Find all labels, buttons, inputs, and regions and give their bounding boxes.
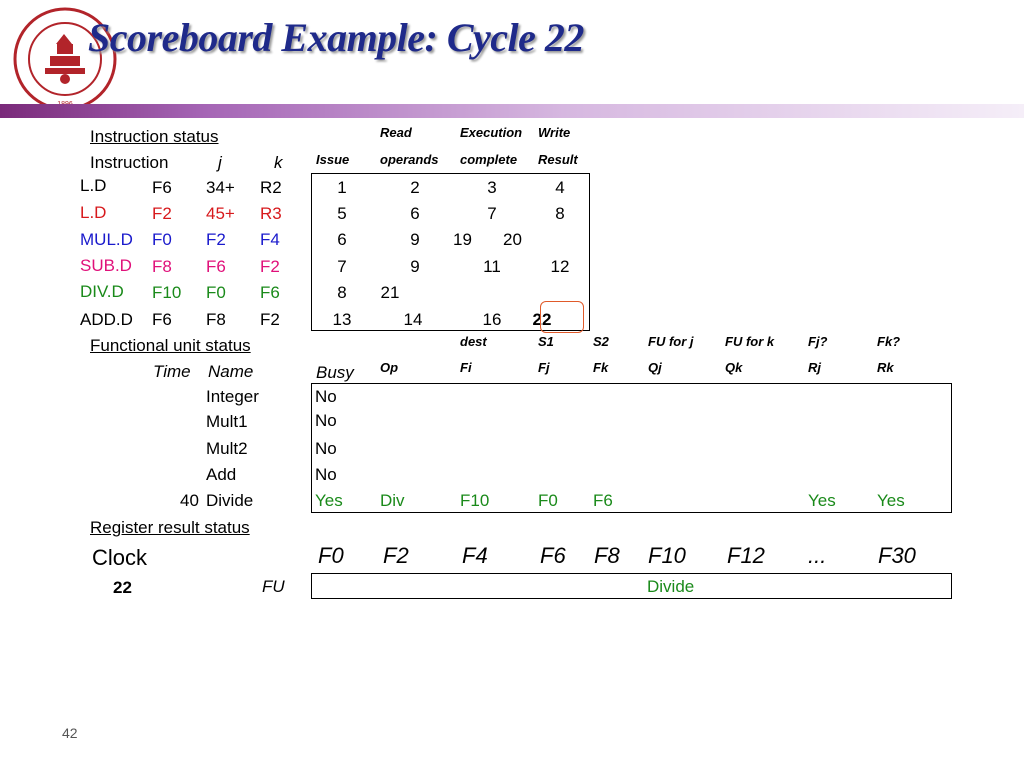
instr-op: L.D [80,176,107,195]
instr-exec: 11 [483,257,501,276]
instr-read: 6 [410,204,420,223]
instr-op: L.D [80,203,107,222]
instr-k: F6 [260,283,280,302]
instr-op: ADD.D [80,310,133,329]
col-write-header-2: Result [538,152,578,167]
fu-time: 40 [180,491,199,510]
instr-issue: 1 [337,178,347,197]
fu-op: Div [380,491,405,510]
col-read-header-1: Read [380,125,412,140]
register-header: F8 [594,543,620,568]
instr-dest: F2 [152,204,172,223]
instr-k: F2 [260,257,280,276]
clock-value: 22 [113,578,132,597]
register-header: F30 [878,543,916,568]
fu-fk: F6 [593,491,613,510]
instruction-status-label: Instruction status [90,127,219,146]
instr-write: 22 [532,310,552,329]
col-qj-header: Qj [648,360,662,375]
fu-fi: F10 [460,491,490,510]
instr-write: 4 [555,178,565,197]
register-header: ... [808,543,827,568]
fu-name: Integer [206,387,259,406]
instr-j: 34+ [206,178,235,197]
instr-dest: F6 [152,310,172,329]
col-read-header-2: operands [380,152,439,167]
fu-busy: No [315,387,337,406]
instr-exec: 3 [487,178,497,197]
fu-busy: No [315,411,337,430]
col-fi-header: Fi [460,360,472,375]
col-instruction-header: Instruction [90,153,169,172]
instr-issue: 7 [337,257,347,276]
instr-write: 12 [550,257,570,276]
col-qk-top: FU for k [725,334,775,349]
col-s2-top: S2 [593,334,609,349]
title-divider-bar [0,104,1024,118]
instr-op: DIV.D [80,282,124,301]
col-qj-top: FU for j [648,334,694,349]
instr-write: 8 [555,204,565,223]
fu-row-label: FU [262,577,285,596]
fu-rk: Yes [877,491,905,510]
instr-issue: 6 [337,230,347,249]
col-write-header-1: Write [538,125,571,140]
fu-name: Mult2 [206,439,248,458]
instr-read: 21 [380,283,400,302]
instr-issue: 5 [337,204,347,223]
fu-name: Mult1 [206,412,248,431]
page-number: 42 [62,725,78,741]
instr-j: F2 [206,230,226,249]
col-exec-header-1: Execution [460,125,523,140]
clock-label: Clock [92,545,148,570]
instr-j: F6 [206,257,226,276]
register-header: F6 [540,543,566,568]
instr-dest: F8 [152,257,172,276]
instr-exec: 16 [482,310,502,329]
register-header: F0 [318,543,344,568]
register-header: F10 [648,543,686,568]
instr-issue: 13 [332,310,352,329]
col-rk-header: Rk [877,360,894,375]
instr-k: F2 [260,310,280,329]
register-result-status-label: Register result status [90,518,250,537]
instr-op: SUB.D [80,256,132,275]
col-exec-header-2: complete [460,152,518,167]
fu-fj: F0 [538,491,558,510]
col-s1-top: S1 [538,334,554,349]
instr-exec-end: 20 [503,230,522,249]
functional-unit-table [311,383,952,513]
col-op-header: Op [380,360,399,375]
instr-issue: 8 [337,283,347,302]
instr-op: MUL.D [80,230,133,249]
instr-dest: F6 [152,178,172,197]
instr-k: R3 [260,204,282,223]
fu-name: Divide [206,491,254,510]
register-fu-value: Divide [647,577,695,596]
col-name-header: Name [208,362,254,381]
instr-read: 9 [410,230,420,249]
col-qk-header: Qk [725,360,743,375]
fu-name: Add [206,465,237,484]
col-issue-header: Issue [316,152,350,167]
instr-j: 45+ [206,204,235,223]
register-header: F12 [727,543,765,568]
col-k-header: k [274,153,283,172]
instr-j: F8 [206,310,226,329]
instr-exec: 7 [487,204,497,223]
col-time-header: Time [153,362,191,381]
register-header: F2 [383,543,409,568]
fu-busy: Yes [315,491,343,510]
slide-title: Scoreboard Example: Cycle 22 [88,15,584,60]
instr-j: F0 [206,283,226,302]
instr-k: R2 [260,178,282,197]
col-rj-header: Rj [808,360,821,375]
functional-unit-status-label: Functional unit status [90,336,251,355]
col-j-header: j [218,153,222,172]
fu-busy: No [315,439,337,458]
register-header: F4 [462,543,488,568]
instr-read: 9 [410,257,420,276]
instr-k: F4 [260,230,280,249]
col-rk-top: Fk? [877,334,901,349]
fu-rj: Yes [808,491,836,510]
current-cycle-highlight [540,301,584,333]
col-busy-header: Busy [316,363,354,382]
instr-exec: 19 [453,230,472,249]
fu-busy: No [315,465,337,484]
instr-dest: F10 [152,283,182,302]
instr-dest: F0 [152,230,172,249]
instr-read: 14 [403,310,423,329]
instr-read: 2 [410,178,420,197]
col-fk-header: Fk [593,360,609,375]
col-rj-top: Fj? [808,334,828,349]
col-dest-top: dest [460,334,487,349]
col-fj-header: Fj [538,360,550,375]
register-fu-table [311,573,952,599]
